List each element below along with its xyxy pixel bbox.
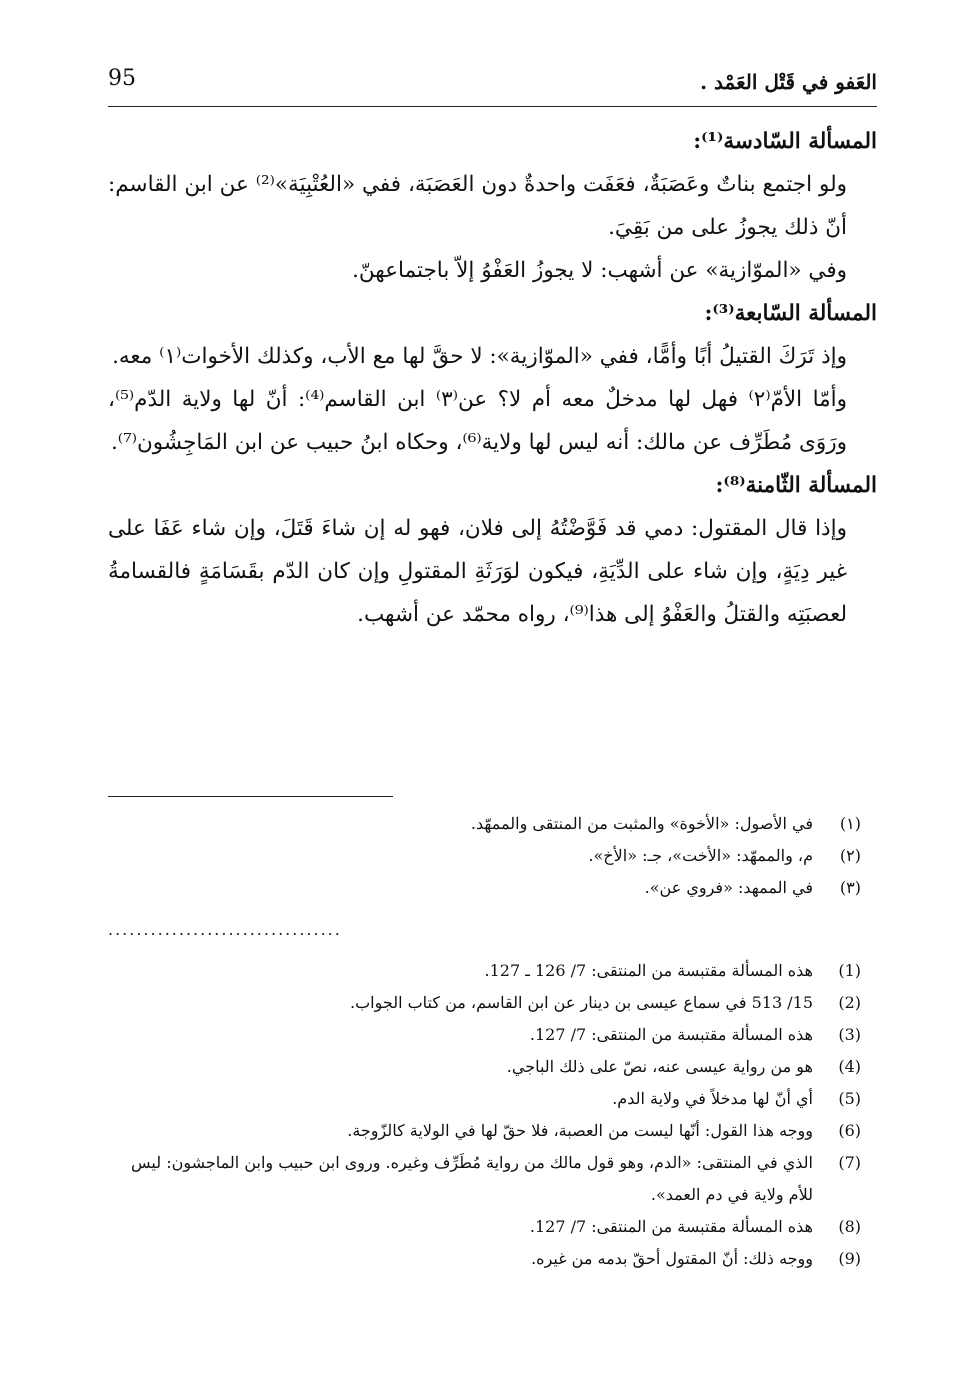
footnote (108, 987, 877, 1019)
footnote-number: (3) (838, 1025, 861, 1044)
footnote-text: ووجه هذا القول: أنّها ليست من العصبة، فلا حقّ لها في الولاية كالزّوجة. (347, 1121, 813, 1140)
page-number: 95 (108, 66, 136, 91)
footnote (108, 1211, 877, 1243)
footnote-number: (2) (838, 993, 861, 1012)
paragraph: وفي «الموّازية» عن أشهب: لا يجوزُ العَفْوُ إلاّ باجتماعهنّ. (352, 258, 847, 283)
footnote (108, 1243, 877, 1275)
book-page (108, 0, 877, 1376)
footnote (108, 1019, 877, 1051)
footnote-number: (٣) (839, 878, 861, 897)
footnote-number: (6) (838, 1121, 861, 1140)
footnote-number: (7) (838, 1153, 861, 1172)
running-title: العَفو في قَتْل العَمْد . (700, 70, 877, 94)
footnote (108, 872, 877, 904)
footnote (108, 1147, 877, 1211)
footnote-text: في الأصول: «الأخوة» والمثبت من المنتقى والممهّد. (470, 814, 813, 833)
footnote-number: (1) (838, 961, 861, 980)
footnotes-editorial (108, 808, 877, 904)
footnote-text: أي أنّ لها مدخلاً في ولاية الدم. (612, 1089, 813, 1108)
footnote (108, 808, 877, 840)
footnote-text: هذه المسألة مقتبسة من المنتقى: 7/ 127. (529, 1217, 813, 1236)
paragraph: وإذا قال المقتول: دمي قد فَوَّضْتُهُ إلى فلان، فهو له إن شاءَ قَتَلَ، وإن شاء عَفَا على غير دِيَةٍ، وإن شاء على الدِّيَةِ، فيكون لوَرَثَةِ المقتولِ وإن كان الدّم بقَسَامَةٍ فالقسامةُ لعصبَتِه والقتلُ والعَفْوُ إلى هذا⁽⁹⁾، رواه محمّد عن أشهب. (108, 516, 847, 627)
footnote-text: في الممهد: «فروي عن». (644, 878, 813, 897)
footnote-number: (٢) (839, 846, 861, 865)
footnote-number: (١) (839, 814, 861, 833)
section-heading-6: المسألة السّادسة⁽¹⁾: (693, 129, 877, 154)
footnote-text: الذي في المنتقى: «الدم، وهو قول مالك من رواية مُطَرِّف وغيره. وروى ابن حبيب وابن الماجشون: ليس للأم ولاية في دم العمد». (131, 1153, 813, 1204)
paragraph: وإذ تَرَكَ القتيلُ أبًا وأمًّا، ففي «الموّازية»: لا حقَّ لها مع الأب، وكذلك الأخوات⁽١⁾ معه. (112, 344, 847, 369)
footnote (108, 1083, 877, 1115)
footnote-divider (108, 796, 393, 797)
footnote-number: (4) (838, 1057, 861, 1076)
dotted-separator: ................................. (108, 920, 342, 939)
footnote-number: (9) (838, 1249, 861, 1268)
section-heading-7: المسألة السّابعة⁽³⁾: (704, 301, 877, 326)
footnote-text: ووجه ذلك: أنّ المقتول أحقّ بدمه من غيره. (531, 1249, 813, 1268)
footnote-number: (8) (838, 1217, 861, 1236)
paragraph: وأمّا الأمّ⁽٢⁾ فهل لها مدخلٌ معه أم لا؟ عن⁽٣⁾ ابن القاسم⁽⁴⁾: أنّ لها ولاية الدّم⁽⁵⁾، ورَوَى مُطَرِّف عن مالك: أنه ليس لها ولاية⁽⁶⁾، وحكاه ابنُ حبيب عن ابن المَاجِشُون⁽⁷⁾. (108, 387, 847, 455)
footnote-text: 15/ 513 في سماع عيسى بن دينار عن ابن القاسم، من كتاب الجواب. (350, 993, 813, 1012)
page-header (108, 58, 877, 107)
section-heading-8: المسألة الثّامنة⁽⁸⁾: (715, 473, 877, 498)
paragraph: ولو اجتمع بناتٌ وعَصَبَةٌ، فعَفَت واحدةٌ دون العَصَبَة، ففي «العُتْبِيَة»⁽²⁾ عن ابن القاسم: أنّ ذلك يجوزُ على من بَقِيَ. (108, 172, 847, 240)
footnotes-source (108, 955, 877, 1275)
footnote-text: م، والممهّد: «الأخت»، جـ: «الأخ». (588, 846, 813, 865)
footnote-text: هذه المسألة مقتبسة من المنتقى: 7/ 126 ـ 127. (484, 961, 813, 980)
footnote-number: (5) (838, 1089, 861, 1108)
footnote-text: هذه المسألة مقتبسة من المنتقى: 7/ 127. (529, 1025, 813, 1044)
footnote (108, 1051, 877, 1083)
main-text (108, 120, 877, 636)
footnote (108, 840, 877, 872)
footnote (108, 1115, 877, 1147)
footnote-text: هو من رواية عيسى عنه، نصّ على ذلك الباجي. (506, 1057, 813, 1076)
footnote (108, 955, 877, 987)
